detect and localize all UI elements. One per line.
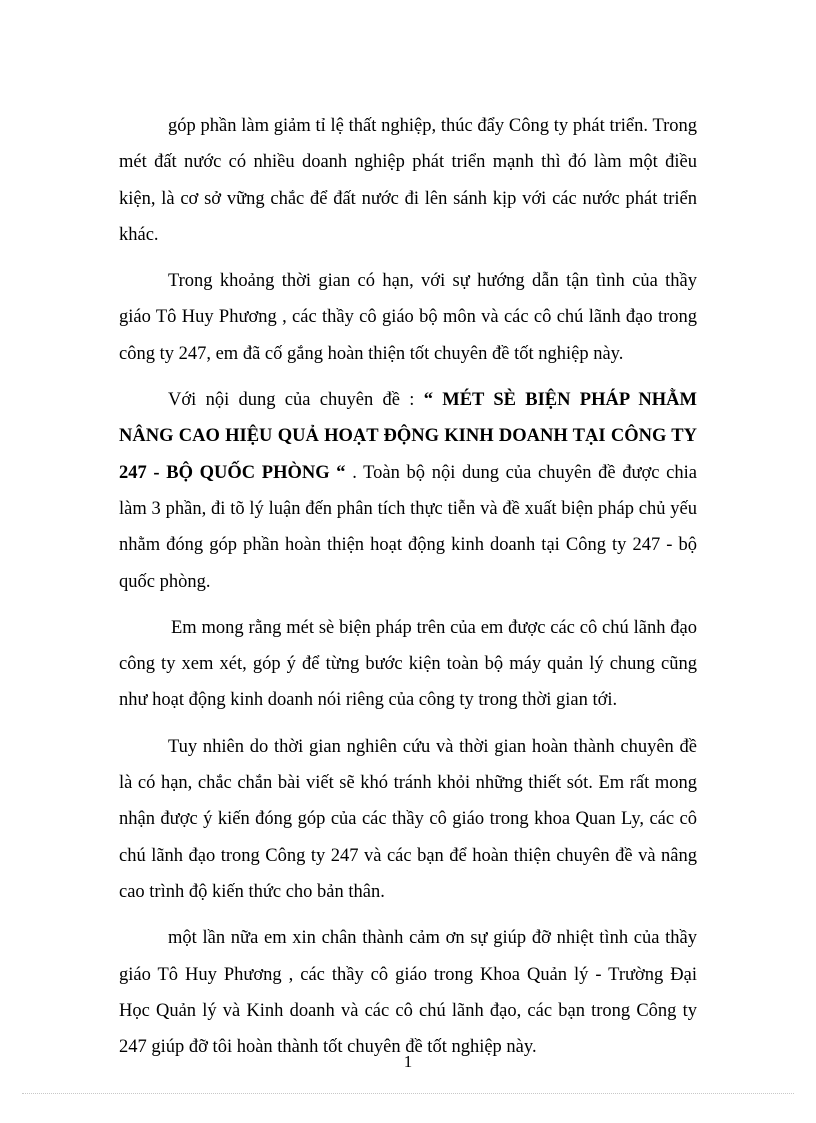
paragraph-6 (119, 920, 697, 1065)
paragraph-lead: Với nội dung của chuyên đề : (168, 390, 424, 411)
paragraph-1 (119, 108, 697, 253)
paragraph-text: Em mong rằng mét sè biện pháp trên của em được các cô chú lãnh đạo công ty xem xét, góp ý để từng bước kiện toàn bộ máy quản lý chung cũng như hoạt động kinh doanh nói riêng của công ty trong thời gian tới. (119, 617, 697, 711)
paragraph-3 (119, 382, 697, 600)
thesis-title: “ MÉT SÈ BIỆN PHÁP NHẰM NÂNG CAO HIỆU QUẢ HOẠT ĐỘNG KINH DOANH TẠI CÔNG TY 247 - BỘ QUỐC PHÒNG “ (119, 390, 698, 483)
paragraph-text: . Toàn bộ nội dung của chuyên đề được chia làm 3 phần, đi tõ lý luận đến phân tích thực tiễn và đề xuất biện pháp chủ yếu nhằm đóng góp phần hoàn thiện hoạt động kinh doanh tại Công ty 247 - bộ quốc phòng. (119, 462, 697, 592)
paragraph-2 (119, 263, 697, 372)
document-body (119, 108, 697, 1065)
paragraph-text: Trong khoảng thời gian có hạn, với sự hướng dẫn tận tình của thầy giáo Tô Huy Phương , các thầy cô giáo bộ môn và các cô chú lãnh đạo trong công ty 247, em đã cố gắng hoàn thiện tốt chuyên đề tốt nghiệp này. (119, 271, 697, 364)
paragraph-5 (119, 729, 697, 910)
paragraph-text: một lần nữa em xin chân thành cảm ơn sự giúp đỡ nhiệt tình của thầy giáo Tô Huy Phương , các thầy cô giáo trong Khoa Quản lý - Trường Đại Học Quản lý và Kinh doanh và các cô chú lãnh đạo, các bạn trong Công ty 247 giúp đỡ tôi hoàn thành tốt chuyên đề tốt nghiệp này. (119, 928, 697, 1058)
paragraph-4 (119, 610, 697, 719)
paragraph-text: góp phần làm giảm tỉ lệ thất nghiệp, thúc đẩy Công ty phát triển. Trong mét đất nước có nhiều doanh nghiệp phát triển mạnh thì đó làm một điều kiện, là cơ sở vững chắc để đất nước đi lên sánh kịp với các nước phát triển khác. (119, 116, 697, 245)
page-number: 1 (403, 1052, 413, 1071)
paragraph-text: Tuy nhiên do thời gian nghiên cứu và thời gian hoàn thành chuyên đề là có hạn, chắc chắn bài viết sẽ khó tránh khỏi những thiết sót. Em rất mong nhận được ý kiến đóng góp của các thầy cô giáo trong khoa Quan Ly, các cô chú lãnh đạo trong Công ty 247 và các bạn để hoàn thiện chuyên đề và nâng cao trình độ kiến thức cho bản thân. (119, 736, 697, 902)
page-bottom-divider (22, 1093, 794, 1094)
